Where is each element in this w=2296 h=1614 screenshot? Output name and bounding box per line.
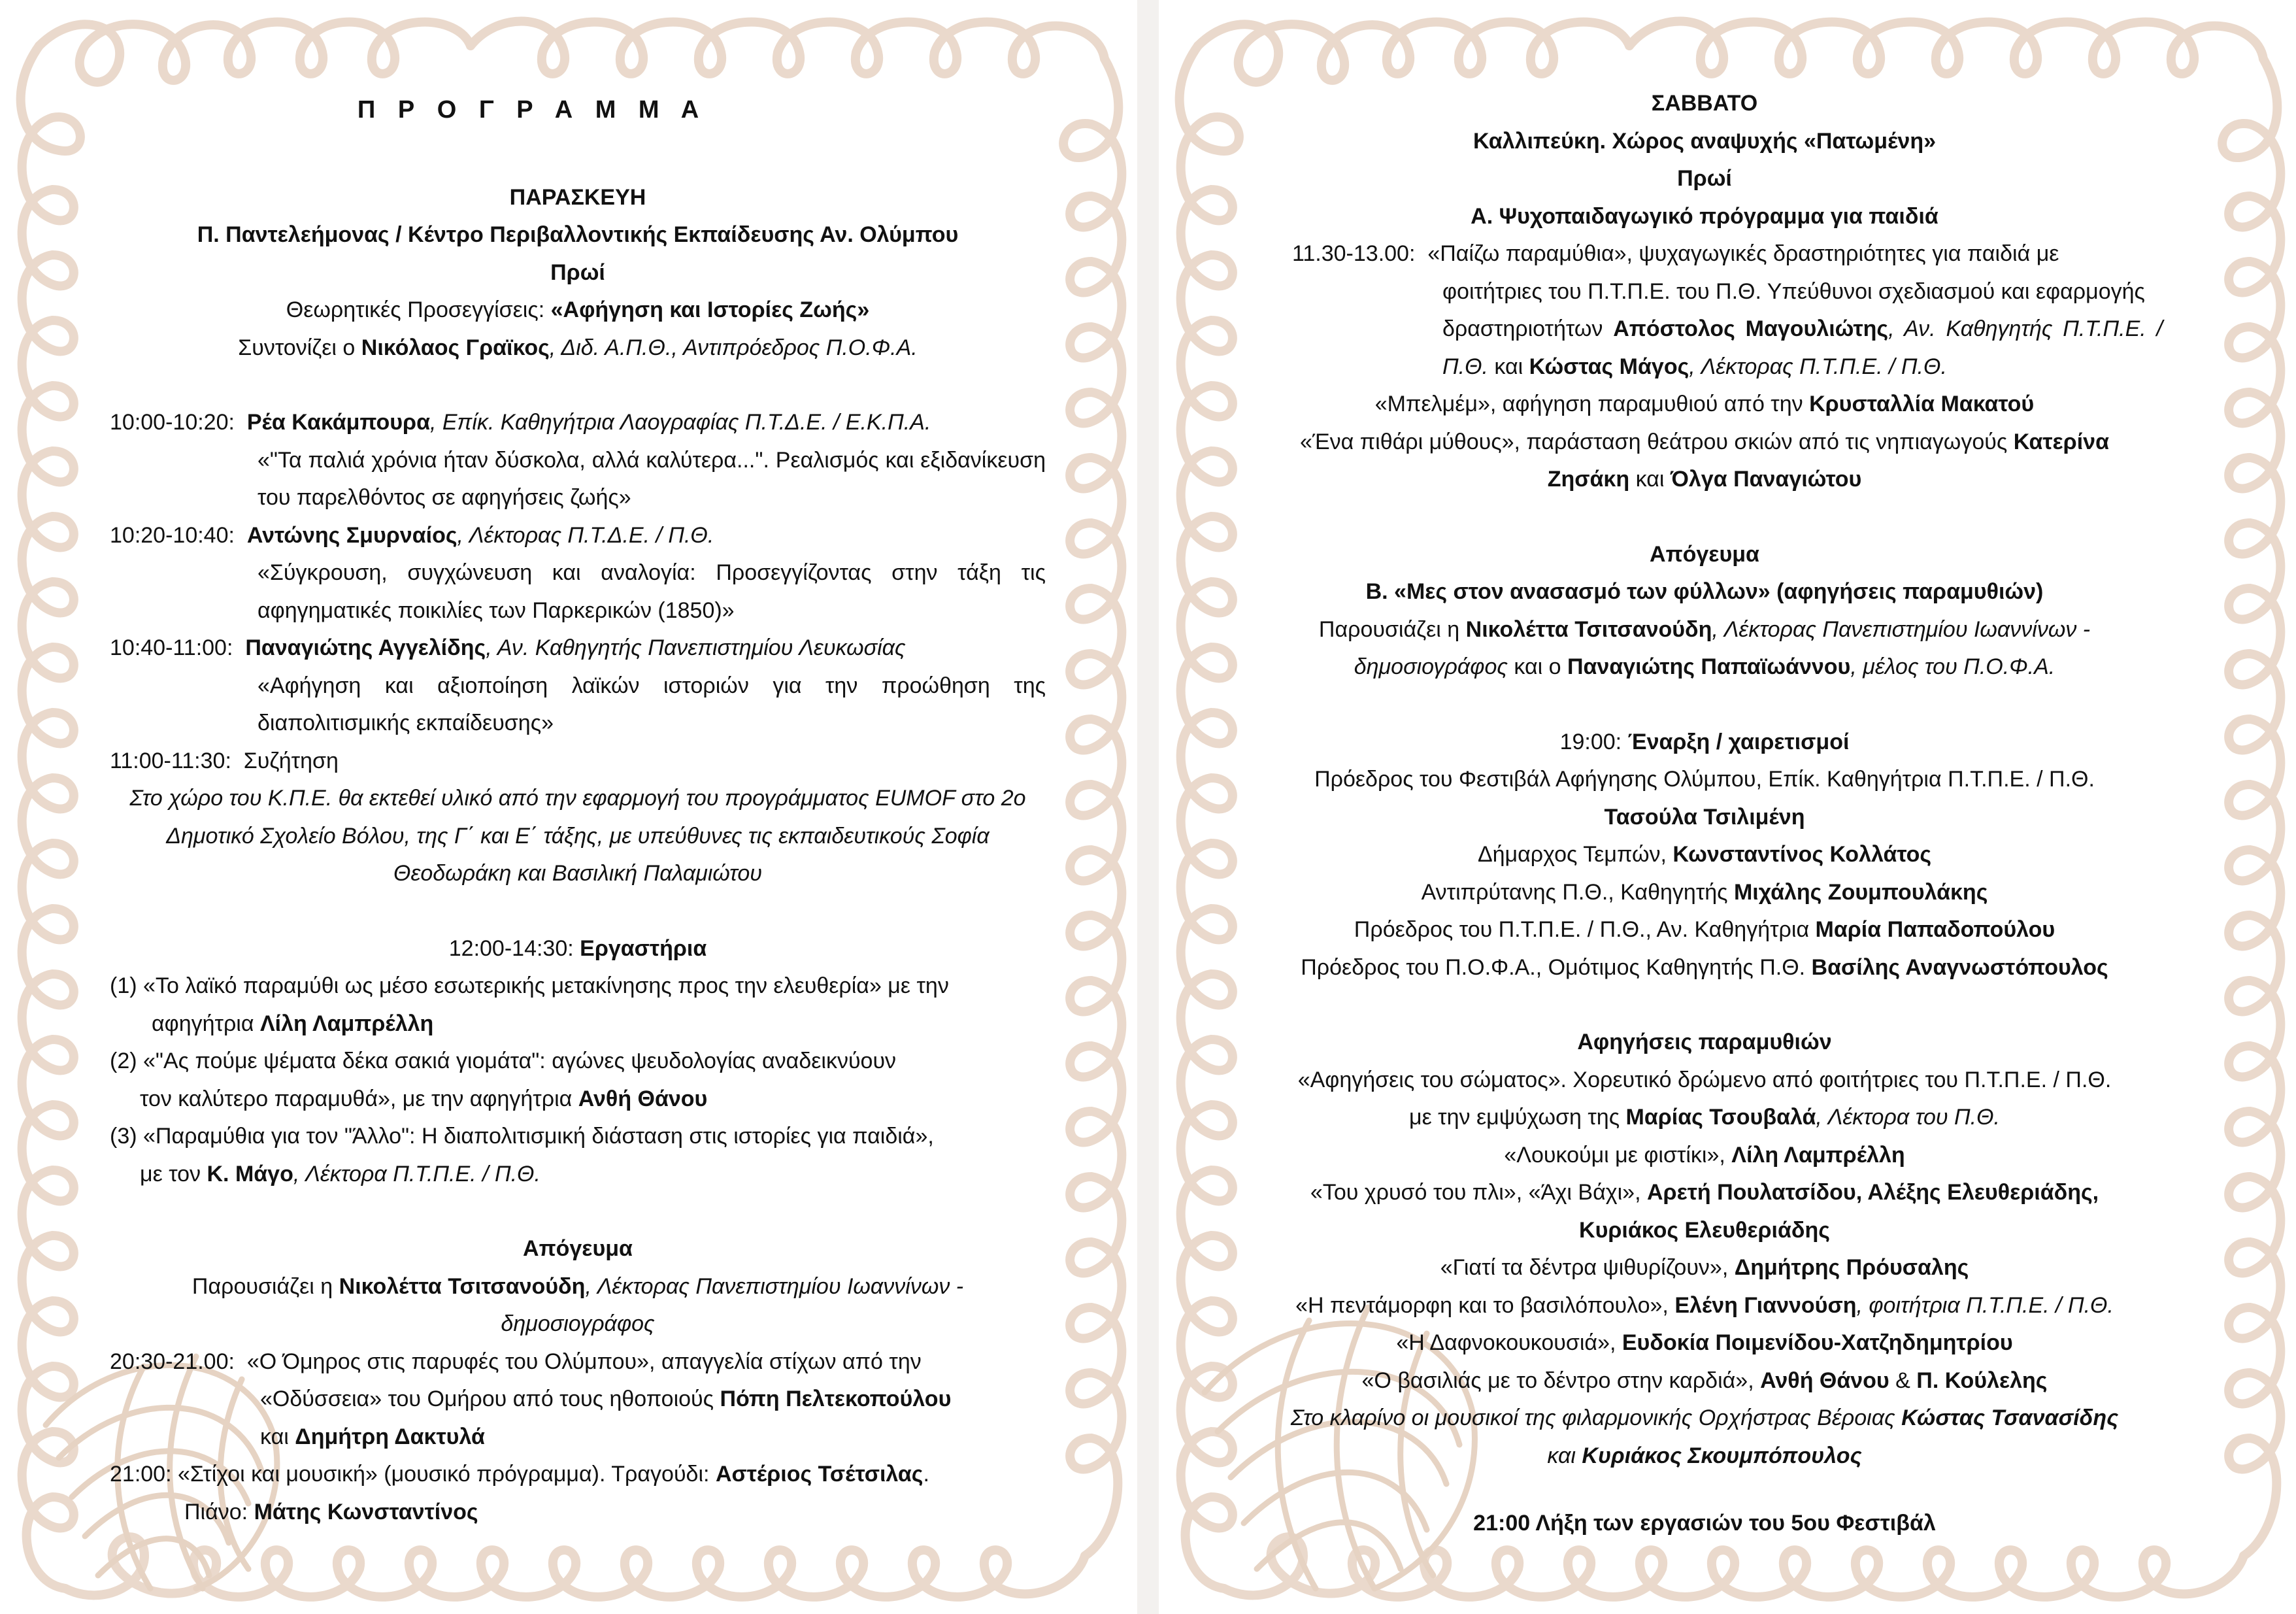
presenter-name: Παναγιώτης Παπαϊωάννου: [1567, 654, 1851, 679]
workshop-leader: Κ. Μάγο: [207, 1161, 293, 1186]
left-program-content: [110, 92, 1046, 1531]
pithari-line: [1246, 424, 2163, 462]
workshop-cont-prefix: αφηγήτρια: [152, 1011, 260, 1036]
coordinator-name: Απόστολος Μαγουλιώτης: [1613, 316, 1889, 341]
pianist-name: Μάτης Κωνσταντίνος: [254, 1499, 478, 1524]
workshop-cont-prefix: τον καλύτερο παραμυθά», με την αφηγήτρια: [140, 1086, 578, 1111]
storyteller-name: Αρετή Πουλατσίδου, Αλέξης Ελευθεριάδης,: [1646, 1180, 2099, 1205]
coordinator-role: Π.Θ.: [1442, 354, 1488, 379]
workshops-heading: [110, 930, 1046, 968]
section-a-line3: [1246, 311, 2163, 348]
afternoon-heading: Απόγευμα: [523, 1236, 633, 1261]
section-b-presenter2: [1246, 648, 2163, 686]
section-a-line4: [1246, 348, 2163, 386]
chryso-line: [1246, 1174, 2163, 1212]
storyteller-name: Λίλη Λαμπρέλλη: [1731, 1142, 1905, 1168]
workshop-3-cont: [110, 1156, 1046, 1194]
greeting-name: Μιχάλης Ζουμπουλάκης: [1733, 879, 1988, 905]
storyteller-name: Ελένη Γιαννούση: [1674, 1292, 1857, 1318]
workshop-cont-suffix: , Λέκτορα Π.Τ.Π.Ε. / Π.Θ.: [293, 1161, 541, 1186]
evening-row: [110, 1343, 1046, 1381]
talk-1: [110, 404, 1046, 442]
music-row: [110, 1456, 1046, 1494]
presenter-role: , Λέκτορας Πανεπιστημίου Ιωαννίνων -: [585, 1273, 964, 1299]
speaker-name: Παναγιώτης Αγγελίδης: [245, 635, 486, 660]
dafno-line: [1246, 1324, 2163, 1362]
evening-line3-prefix: και: [260, 1424, 295, 1449]
and-word: και ο: [1507, 654, 1567, 679]
storyteller-name: Π. Κούλελης: [1916, 1368, 2048, 1393]
greeting-4: [1246, 911, 2163, 949]
friday-day: ΠΑΡΑΣΚΕΥΗ: [509, 184, 646, 210]
closing-line: 21:00 Λήξη των εργασιών του 5ου Φεστιβάλ: [1473, 1511, 1936, 1536]
section-a-heading: Α. Ψυχοπαιδαγωγικό πρόγραμμα για παιδιά: [1471, 203, 1938, 229]
evening-line1: «Ο Όμηρος στις παρυφές του Ολύμπου», απαγγελία στίχων από την: [246, 1349, 922, 1374]
section-a-row: [1246, 235, 2163, 273]
teacher-name: Κατερίνα: [2013, 429, 2109, 454]
presenter-name: Νικολέττα Τσιτσανούδη: [339, 1273, 586, 1299]
section-a-time: 11.30-13.00:: [1292, 241, 1428, 266]
evening-line2-prefix: «Οδύσσεια» του Ομήρου από τους ηθοποιούς: [260, 1387, 720, 1411]
talk-time: 10:20-10:40:: [110, 522, 247, 548]
coordinator-name: Νικόλαος Γραϊκος: [361, 335, 550, 360]
presenter-role: , Λέκτορας Πανεπιστημίου Ιωαννίνων -: [1712, 616, 2091, 642]
greeting-role: Δήμαρχος Τεμπών,: [1477, 842, 1673, 867]
and-word: και: [1629, 467, 1671, 492]
talk-time: 10:40-11:00:: [110, 635, 246, 660]
pithari-line2: [1246, 461, 2163, 499]
tale-title: «Του χρυσό του πλι», «Άχι Βάχι»,: [1310, 1180, 1647, 1205]
greeting-3: [1246, 874, 2163, 912]
body-tales-prefix: με την εμψύχωση της: [1408, 1105, 1626, 1130]
discussion-time: 11:00-11:30:: [110, 748, 244, 773]
talk-title: «Σύγκρουση, συγχώνευση και αναλογία: Προσεγγίζοντας στην τάξη τις αφηγηματικές ποικιλίες των Παρκερικών (1850)»: [258, 560, 1046, 623]
opening-label: Έναρξη / χαιρετισμοί: [1627, 729, 1850, 754]
left-page: [0, 0, 1137, 1614]
saturday-morning: Πρωί: [1677, 166, 1732, 191]
speaker-name: Αντώνης Σμυρναίος: [246, 522, 458, 548]
discussion-label: Συζήτηση: [243, 748, 339, 773]
speaker-role: , Αν. Καθηγητής Πανεπιστημίου Λευκωσίας: [486, 635, 906, 660]
actor-name: Πόπη Πελτεκοπούλου: [720, 1387, 952, 1411]
afternoon-heading: Απόγευμα: [1650, 541, 1759, 567]
music-time: 21:00:: [110, 1462, 178, 1487]
greeting-name: Βασίλης Αναγνωστόπουλος: [1811, 954, 2108, 980]
talk-title: «"Τα παλιά χρόνια ήταν δύσκολα, αλλά καλύτερα...". Ρεαλισμός και εξιδανίκευση του παρελθόντος σε αφηγήσεις ζωής»: [258, 447, 1046, 510]
coordinator-role: , Λέκτορας Π.Τ.Π.Ε. / Π.Θ.: [1689, 354, 1947, 379]
greeting-name: Κωνσταντίνος Κολλάτος: [1672, 842, 1932, 867]
singer-name: Αστέριος Τσέτσιλας: [715, 1462, 923, 1487]
and-word: και: [1488, 354, 1529, 379]
clarinet-line: [1246, 1400, 2163, 1437]
mpelmem-text: «Μπελμέμ», αφήγηση παραμυθιού από την: [1374, 392, 1810, 416]
workshops-label: Εργαστήρια: [580, 935, 707, 961]
speaker-role: , Λέκτορας Π.Τ.Δ.Ε. / Π.Θ.: [457, 522, 714, 548]
section-a-line3-prefix: δραστηριοτήτων: [1442, 316, 1614, 341]
tale-title: «Η πεντάμορφη και το βασιλόπουλο»,: [1295, 1292, 1675, 1318]
tale-title: «Η Δαφνοκουκουσιά»,: [1396, 1330, 1622, 1355]
storyteller-name: Ευδοκία Ποιμενίδου-Χατζηδημητρίου: [1622, 1330, 2013, 1355]
friday-venue: Π. Παντελεήμονας / Κέντρο Περιβαλλοντικής Εκπαίδευσης Αν. Ολύμπου: [197, 222, 959, 247]
afternoon-presenter: [110, 1268, 1046, 1306]
greeting-2: [1246, 836, 2163, 874]
piano-row: [110, 1494, 1046, 1532]
right-program-content: [1246, 85, 2163, 1543]
greeting-role: Αντιπρύτανης Π.Θ., Καθηγητής: [1421, 879, 1734, 905]
talk-3: [110, 630, 1046, 667]
opening-row: [1246, 724, 2163, 762]
and-word: και: [1547, 1443, 1582, 1468]
coordinator-role: , Διδ. Α.Π.Θ., Αντιπρόεδρος Π.Ο.Φ.Α.: [549, 335, 918, 360]
greeting-role: Πρόεδρος του Π.Τ.Π.Ε. / Π.Θ., Αν. Καθηγήτρια: [1354, 917, 1816, 942]
section-b-heading: Β. «Μες στον ανασασμό των φύλλων» (αφηγήσεις παραμυθιών): [1365, 579, 2044, 604]
presenter-name: Νικολέττα Τσιτσανούδη: [1465, 616, 1712, 642]
music-text: «Στίχοι και μουσική» (μουσικό πρόγραμμα). Τραγούδι:: [177, 1462, 716, 1487]
piano-prefix: Πιάνο:: [184, 1499, 254, 1524]
section-b-presenter: [1246, 611, 2163, 649]
workshop-leader: Ανθή Θάνου: [578, 1086, 708, 1111]
chryso-line2: Κυριάκος Ελευθεριάδης: [1579, 1217, 1830, 1243]
coordinator-role: , Αν. Καθηγητής Π.Τ.Π.Ε. /: [1888, 316, 2163, 341]
page-gutter: [1137, 0, 1159, 1614]
afternoon-presenter-role2: δημοσιογράφος: [501, 1311, 655, 1336]
theory-title: «Αφήγηση και Ιστορίες Ζωής»: [550, 297, 870, 322]
greeting-name: Μαρία Παπαδοπούλου: [1815, 917, 2055, 942]
presenter-prefix: Παρουσιάζει η: [1318, 616, 1466, 642]
teacher-name: Όλγα Παναγιώτου: [1670, 467, 1862, 492]
theory-prefix: Θεωρητικές Προσεγγίσεις:: [286, 297, 551, 322]
speaker-name: Ρέα Κακάμπουρα: [246, 410, 430, 435]
animator-name: Μαρίας Τσουβαλά: [1625, 1105, 1816, 1130]
talk-time: 10:00-10:20:: [110, 410, 247, 435]
greeting-role: Πρόεδρος του Π.Ο.Φ.Α., Ομότιμος Καθηγητής Π.Θ.: [1301, 954, 1812, 980]
mpelmem-line: [1246, 386, 2163, 424]
evening-time: 20:30-21.00:: [110, 1349, 247, 1374]
ampersand: &: [1889, 1368, 1917, 1393]
workshop-1-cont: [110, 1005, 1046, 1043]
clarinet-text: Στο κλαρίνο οι μουσικοί της φιλαρμονικής Ορχήστρας Βέροιας: [1290, 1405, 1902, 1430]
musician-name: Κώστας Τσανασίδης: [1901, 1405, 2119, 1430]
section-a-line2: φοιτήτριες του Π.Τ.Π.Ε. του Π.Θ. Υπεύθυνοι σχεδιασμού και εφαρμογής: [1442, 278, 2145, 304]
clarinet-line2: [1246, 1437, 2163, 1475]
pithari-text: «Ένα πιθάρι μύθους», παράσταση θεάτρου σκιών από τις νηπιαγωγούς: [1300, 429, 2014, 454]
tale-title: «Ο βασιλιάς με το δέντρο στην καρδιά»,: [1361, 1368, 1761, 1393]
workshop-2-cont: [110, 1081, 1046, 1118]
music-end: .: [923, 1462, 929, 1487]
evening-line3: [110, 1419, 1046, 1456]
coordinator-line: [110, 329, 1046, 367]
saturday-day: ΣΑΒΒΑΤΟ: [1651, 91, 1758, 116]
storyteller-name: Κρυσταλλία Μακατού: [1809, 392, 2035, 416]
body-tales-line2: [1246, 1099, 2163, 1137]
talk-title: «Αφήγηση και αξιοποίηση λαϊκών ιστοριών για την προώθηση της διαπολιτισμικής εκπαίδευσης»: [258, 673, 1046, 735]
animator-role: , Λέκτορα του Π.Θ.: [1816, 1105, 2001, 1130]
workshops-time: 12:00-14:30:: [448, 935, 580, 961]
loukoumi-line: [1246, 1137, 2163, 1175]
coordinator-name: Κώστας Μάγος: [1529, 354, 1689, 379]
talk-2: [110, 517, 1046, 555]
workshop-cont-prefix: με τον: [140, 1161, 207, 1186]
program-title: Π Ρ Ο Γ Ρ Α Μ Μ Α: [357, 96, 707, 124]
saturday-venue: Καλλιπεύκη. Χώρος αναψυχής «Πατωμένη»: [1472, 128, 1937, 154]
exhibit-note: Στο χώρο του Κ.Π.Ε. θα εκτεθεί υλικό από την εφαρμογή του προγράμματος EUMOF στο 2ο Δημοτικό Σχολείο Βόλου, της Γ΄ και Ε΄ τάξης, με υπεύθυνες τις εκπαιδευτικούς Σοφία Θεοδωράκη και Βασιλική Παλαμιώτου: [129, 786, 1026, 886]
presenter-role: δημοσιογράφος: [1354, 654, 1508, 679]
musician-name: Κυριάκος Σκουμπόπουλος: [1582, 1443, 1862, 1468]
right-page: [1159, 0, 2296, 1614]
opening-time: 19:00:: [1559, 729, 1628, 754]
workshop-3: (3) «Παραμύθια για τον "Άλλο": Η διαπολιτισμική διάσταση στις ιστορίες για παιδιά»,: [110, 1124, 934, 1149]
storyteller-role: , φοιτήτρια Π.Τ.Π.Ε. / Π.Θ.: [1856, 1292, 2114, 1318]
friday-morning: Πρωί: [550, 260, 605, 285]
presenter-prefix: Παρουσιάζει η: [191, 1273, 339, 1299]
greeting-1: Πρόεδρος του Φεστιβάλ Αφήγησης Ολύμπου, Επίκ. Καθηγήτρια Π.Τ.Π.Ε. / Π.Θ.: [1314, 767, 2095, 792]
tales-heading: Αφηγήσεις παραμυθιών: [1577, 1030, 1832, 1054]
workshop-2: (2) «"Ας πούμε ψέματα δέκα σακιά γιομάτα": αγώνες ψευδολογίας αναδεικνύουν: [110, 1049, 897, 1073]
dentra-line: [1246, 1249, 2163, 1287]
section-a-line1: «Παίζω παραμύθια», ψυχαγωγικές δραστηριότητες για παιδιά με: [1427, 241, 2059, 266]
speaker-role: , Επίκ. Καθηγήτρια Λαογραφίας Π.Τ.Δ.Ε. / Ε.Κ.Π.Α.: [429, 410, 931, 435]
workshop-leader: Λίλη Λαμπρέλλη: [259, 1011, 434, 1036]
vasilias-line: [1246, 1362, 2163, 1400]
discussion-row: [110, 743, 1046, 781]
tale-title: «Γιατί τα δέντρα ψιθυρίζουν»,: [1440, 1255, 1735, 1280]
body-tales-line1: «Αφηγήσεις του σώματος». Χορευτικό δρώμενο από φοιτήτριες του Π.Τ.Π.Ε. / Π.Θ.: [1297, 1067, 2112, 1092]
theory-line: [110, 292, 1046, 329]
presenter-role: , μέλος του Π.Ο.Φ.Α.: [1850, 654, 2055, 679]
storyteller-name: Δημήτρης Πρόυσαλης: [1734, 1255, 1969, 1280]
storyteller-name: Ανθή Θάνου: [1760, 1368, 1889, 1393]
workshop-1: (1) «Το λαϊκό παραμύθι ως μέσο εσωτερικής μετακίνησης προς την ελευθερία» με την: [110, 973, 949, 998]
coordinator-prefix: Συντονίζει ο: [238, 335, 361, 360]
greeting-5: [1246, 949, 2163, 987]
teacher-name: Ζησάκη: [1547, 467, 1630, 492]
tale-title: «Λουκούμι με φιστίκι»,: [1504, 1142, 1732, 1168]
pentamorfi-line: [1246, 1287, 2163, 1325]
greeting-1-name: Τασούλα Τσιλιμένη: [1604, 804, 1805, 830]
actor-name: Δημήτρη Δακτυλά: [295, 1424, 485, 1449]
evening-line2: [110, 1381, 1046, 1419]
